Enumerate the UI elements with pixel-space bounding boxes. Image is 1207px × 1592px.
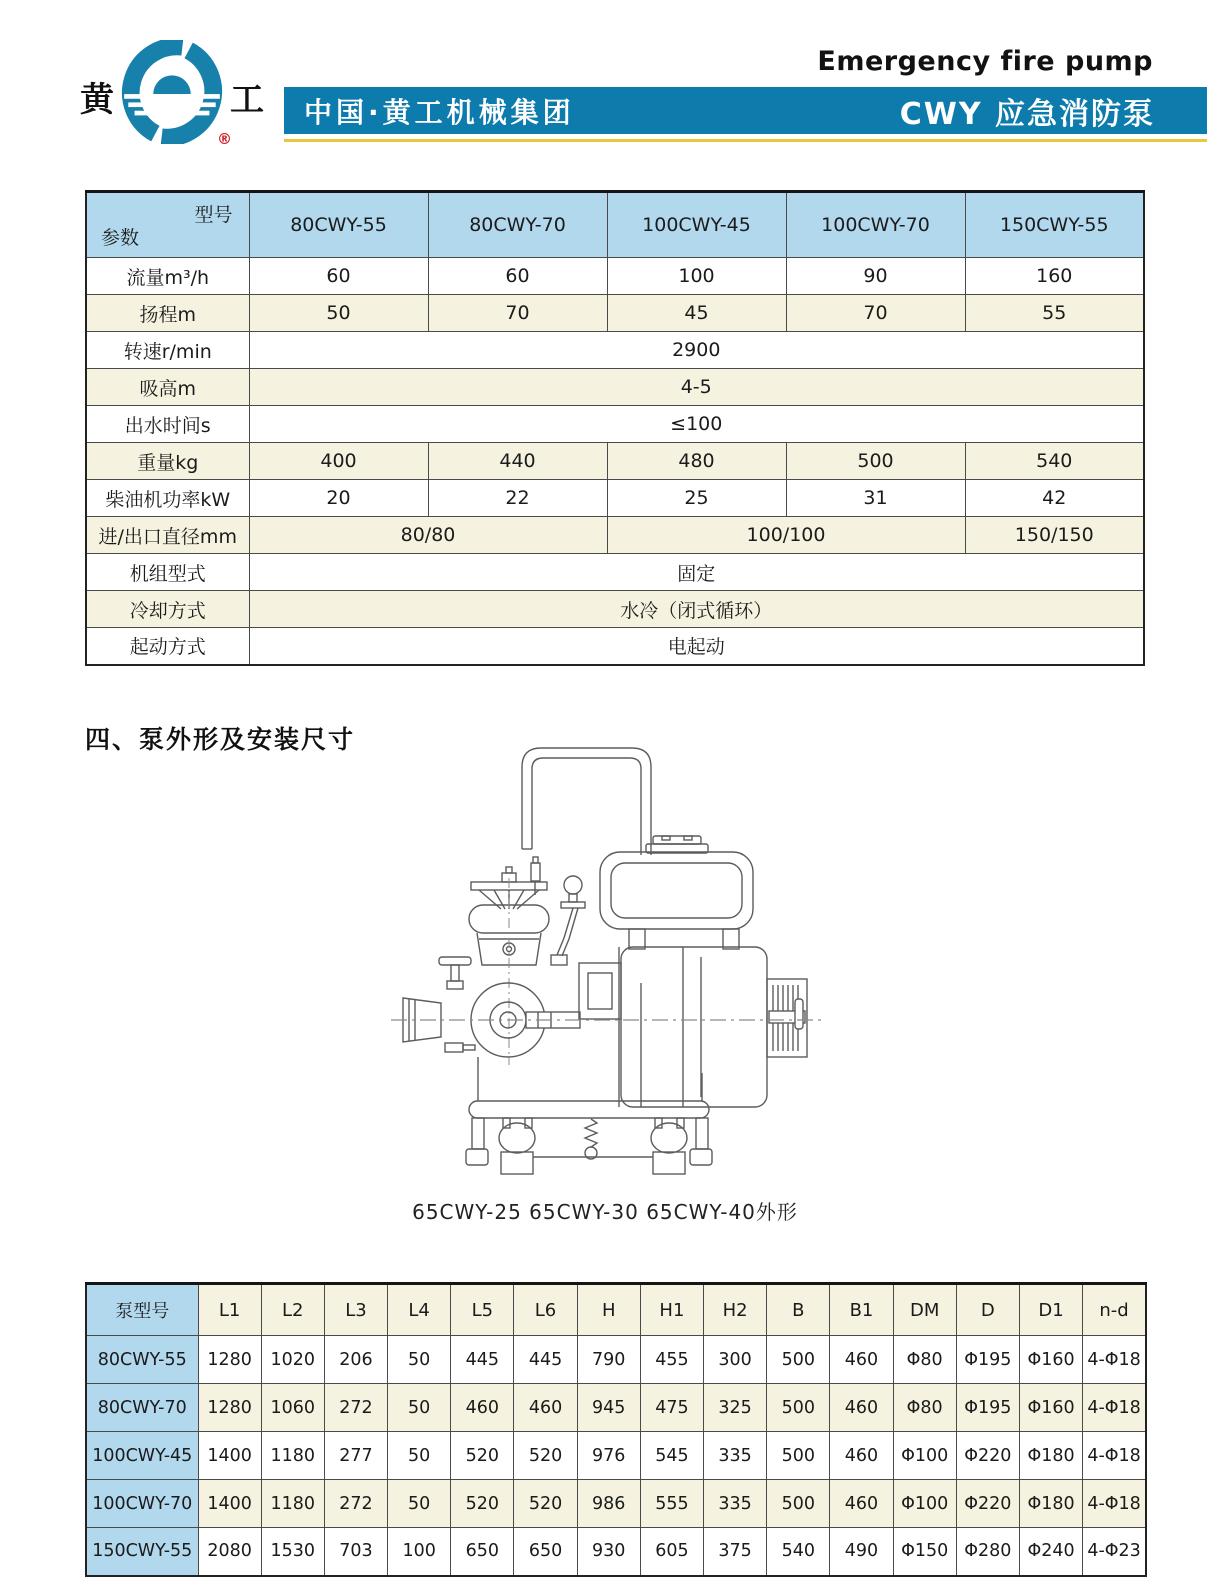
dim-value: Φ180 <box>1019 1480 1082 1528</box>
dim-value: 325 <box>704 1384 767 1432</box>
spec-row <box>86 591 1144 628</box>
dim-row <box>86 1432 1146 1480</box>
dim-value: Φ150 <box>893 1528 956 1576</box>
model-header: 80CWY-55 <box>249 192 428 258</box>
coupling-pulley <box>767 979 807 1057</box>
spec-row <box>86 628 1144 665</box>
spec-value: 100/100 <box>607 517 965 554</box>
dim-value: 605 <box>640 1528 703 1576</box>
spec-value: 90 <box>786 258 965 295</box>
dim-row <box>86 1480 1146 1528</box>
gold-divider <box>284 139 1207 142</box>
spec-value: 25 <box>607 480 786 517</box>
spec-value: 42 <box>965 480 1144 517</box>
spec-param-label: 出水时间s <box>86 406 249 443</box>
dim-value: 460 <box>830 1384 893 1432</box>
dim-value: 4-Φ18 <box>1083 1384 1146 1432</box>
spec-param-label: 进/出口直径mm <box>86 517 249 554</box>
dim-value: 520 <box>451 1480 514 1528</box>
page-title-english: Emergency fire pump <box>817 46 1153 77</box>
air-cleaner <box>469 867 549 1065</box>
spec-value: 45 <box>607 295 786 332</box>
spec-param-label: 机组型式 <box>86 554 249 591</box>
header-banner <box>284 87 1207 134</box>
dim-value: Φ80 <box>893 1336 956 1384</box>
dim-value: 650 <box>514 1528 577 1576</box>
dim-header: L1 <box>198 1284 261 1336</box>
dim-value: 206 <box>324 1336 387 1384</box>
dim-value: Φ180 <box>1019 1432 1082 1480</box>
dim-value: 460 <box>830 1432 893 1480</box>
dim-value: 475 <box>640 1384 703 1432</box>
spec-row <box>86 443 1144 480</box>
dim-value: 490 <box>830 1528 893 1576</box>
dim-value: 986 <box>577 1480 640 1528</box>
spec-table <box>85 190 1145 666</box>
registered-trademark-icon: ® <box>217 130 232 148</box>
fuel-pin <box>531 857 540 895</box>
model-header: 150CWY-55 <box>965 192 1144 258</box>
spec-value: 31 <box>786 480 965 517</box>
logo-circle-svg <box>120 40 224 144</box>
spec-param-label: 重量kg <box>86 443 249 480</box>
spec-value: 480 <box>607 443 786 480</box>
dim-value: 4-Φ18 <box>1083 1336 1146 1384</box>
dim-value: 1280 <box>198 1336 261 1384</box>
dim-value: 520 <box>514 1480 577 1528</box>
dim-header: H1 <box>640 1284 703 1336</box>
spec-row <box>86 480 1144 517</box>
model-header: 100CWY-45 <box>607 192 786 258</box>
dim-value: 555 <box>640 1480 703 1528</box>
dim-value: 50 <box>388 1432 451 1480</box>
dim-value: 335 <box>704 1480 767 1528</box>
spec-row <box>86 332 1144 369</box>
dim-value: 460 <box>514 1384 577 1432</box>
dim-value: 1400 <box>198 1432 261 1480</box>
spec-value: 50 <box>249 295 428 332</box>
dim-header: H <box>577 1284 640 1336</box>
spec-value: 540 <box>965 443 1144 480</box>
spec-row <box>86 258 1144 295</box>
base-frame <box>466 1057 712 1174</box>
spec-value: 150/150 <box>965 517 1144 554</box>
corner-cell <box>86 192 249 258</box>
dim-value: 1180 <box>261 1480 324 1528</box>
dim-header: B1 <box>830 1284 893 1336</box>
control-lever <box>551 876 585 965</box>
dim-model: 80CWY-55 <box>86 1336 198 1384</box>
dim-header: DM <box>893 1284 956 1336</box>
corner-model-label: 型号 <box>194 204 233 226</box>
dim-header: B <box>767 1284 830 1336</box>
dim-value: 545 <box>640 1432 703 1480</box>
dim-value: 272 <box>324 1480 387 1528</box>
dim-value: 50 <box>388 1480 451 1528</box>
spec-row <box>86 517 1144 554</box>
dim-value: Φ280 <box>956 1528 1019 1576</box>
spec-row <box>86 369 1144 406</box>
spec-value: 400 <box>249 443 428 480</box>
dim-value: 520 <box>514 1432 577 1480</box>
dim-value: 930 <box>577 1528 640 1576</box>
spec-value: 80/80 <box>249 517 607 554</box>
dim-value: 500 <box>767 1432 830 1480</box>
spec-param-label: 吸高m <box>86 369 249 406</box>
corner-param-label: 参数 <box>101 227 140 249</box>
dim-value: Φ160 <box>1019 1384 1082 1432</box>
dim-value: 500 <box>767 1384 830 1432</box>
pump-casing <box>403 957 621 1057</box>
dim-value: 100 <box>388 1528 451 1576</box>
dim-value: 1060 <box>261 1384 324 1432</box>
dim-value: 272 <box>324 1384 387 1432</box>
spec-value: 2900 <box>249 332 1144 369</box>
dim-row <box>86 1528 1146 1576</box>
spec-row <box>86 406 1144 443</box>
spec-table-body <box>86 192 1144 665</box>
dim-value: 540 <box>767 1528 830 1576</box>
dim-value: 300 <box>704 1336 767 1384</box>
dim-value: Φ100 <box>893 1480 956 1528</box>
dim-header: L4 <box>388 1284 451 1336</box>
dim-value: 455 <box>640 1336 703 1384</box>
dim-value: 4-Φ18 <box>1083 1432 1146 1480</box>
dim-header: L5 <box>451 1284 514 1336</box>
dim-value: Φ220 <box>956 1480 1019 1528</box>
dim-value: Φ160 <box>1019 1336 1082 1384</box>
spec-row <box>86 554 1144 591</box>
spec-value: 22 <box>428 480 607 517</box>
spec-value: ≤100 <box>249 406 1144 443</box>
dim-value: 50 <box>388 1384 451 1432</box>
dim-value: 50 <box>388 1336 451 1384</box>
dim-table-body <box>86 1284 1146 1576</box>
fuel-tank <box>600 836 753 949</box>
dim-value: 790 <box>577 1336 640 1384</box>
dim-header: D1 <box>1019 1284 1082 1336</box>
dim-model: 100CWY-45 <box>86 1432 198 1480</box>
section-title: 四、泵外形及安装尺寸 <box>85 725 356 754</box>
dim-value: 650 <box>451 1528 514 1576</box>
dim-model: 100CWY-70 <box>86 1480 198 1528</box>
dim-value: 460 <box>830 1480 893 1528</box>
dim-value: 4-Φ23 <box>1083 1528 1146 1576</box>
dim-value: 4-Φ18 <box>1083 1480 1146 1528</box>
spec-value: 固定 <box>249 554 1144 591</box>
dim-header: n-d <box>1083 1284 1146 1336</box>
logo-right-char: 工 <box>230 80 264 120</box>
spec-param-label: 冷却方式 <box>86 591 249 628</box>
dim-row <box>86 1384 1146 1432</box>
spec-value: 60 <box>249 258 428 295</box>
dim-value: 1280 <box>198 1384 261 1432</box>
engine-block <box>619 947 767 1107</box>
dim-value: 1400 <box>198 1480 261 1528</box>
spec-value: 500 <box>786 443 965 480</box>
dim-value: 976 <box>577 1432 640 1480</box>
dim-value: 500 <box>767 1480 830 1528</box>
spec-row <box>86 295 1144 332</box>
spec-value: 100 <box>607 258 786 295</box>
banner-product-name: CWY 应急消防泵 <box>899 96 1155 132</box>
spec-value: 440 <box>428 443 607 480</box>
spec-value: 水冷（闭式循环） <box>249 591 1144 628</box>
dim-value: 460 <box>830 1336 893 1384</box>
dim-value: 277 <box>324 1432 387 1480</box>
handle <box>522 748 651 855</box>
spec-table-header-row <box>86 192 1144 258</box>
dim-value: 500 <box>767 1336 830 1384</box>
dim-header: D <box>956 1284 1019 1336</box>
spec-value: 20 <box>249 480 428 517</box>
dim-value: Φ220 <box>956 1432 1019 1480</box>
spec-value: 70 <box>428 295 607 332</box>
model-header: 80CWY-70 <box>428 192 607 258</box>
dim-value: 2080 <box>198 1528 261 1576</box>
dim-value: 445 <box>451 1336 514 1384</box>
dim-model: 80CWY-70 <box>86 1384 198 1432</box>
dim-header: 泵型号 <box>86 1284 198 1336</box>
banner-company-name: 中国·黄工机械集团 <box>304 95 575 129</box>
dim-value: 1530 <box>261 1528 324 1576</box>
logo-left-char: 黄 <box>80 80 114 120</box>
dim-value: 1020 <box>261 1336 324 1384</box>
spec-value: 电起动 <box>249 628 1144 665</box>
dim-value: 703 <box>324 1528 387 1576</box>
dim-model: 150CWY-55 <box>86 1528 198 1576</box>
dim-header: L6 <box>514 1284 577 1336</box>
pump-technical-drawing <box>383 733 833 1188</box>
dim-header: L3 <box>324 1284 387 1336</box>
dim-header: L2 <box>261 1284 324 1336</box>
dim-value: 335 <box>704 1432 767 1480</box>
model-header: 100CWY-70 <box>786 192 965 258</box>
dim-value: Φ80 <box>893 1384 956 1432</box>
logo-circle-icon <box>120 40 232 148</box>
dim-value: 945 <box>577 1384 640 1432</box>
dim-value: 445 <box>514 1336 577 1384</box>
dim-header-row <box>86 1284 1146 1336</box>
spec-param-label: 转速r/min <box>86 332 249 369</box>
dimension-table <box>85 1282 1147 1577</box>
spec-value: 60 <box>428 258 607 295</box>
company-logo <box>80 40 264 148</box>
dim-row <box>86 1336 1146 1384</box>
spec-param-label: 起动方式 <box>86 628 249 665</box>
dim-value: 1180 <box>261 1432 324 1480</box>
dim-value: Φ195 <box>956 1336 1019 1384</box>
dim-value: 520 <box>451 1432 514 1480</box>
spec-param-label: 流量m³/h <box>86 258 249 295</box>
dim-value: Φ100 <box>893 1432 956 1480</box>
dim-value: Φ195 <box>956 1384 1019 1432</box>
spec-param-label: 扬程m <box>86 295 249 332</box>
dim-value: 460 <box>451 1384 514 1432</box>
dim-header: H2 <box>704 1284 767 1336</box>
figure-caption: 65CWY-25 65CWY-30 65CWY-40外形 <box>412 1200 798 1224</box>
spec-value: 55 <box>965 295 1144 332</box>
spec-value: 4-5 <box>249 369 1144 406</box>
dim-value: Φ240 <box>1019 1528 1082 1576</box>
spec-value: 160 <box>965 258 1144 295</box>
spec-param-label: 柴油机功率kW <box>86 480 249 517</box>
spec-value: 70 <box>786 295 965 332</box>
dim-value: 375 <box>704 1528 767 1576</box>
